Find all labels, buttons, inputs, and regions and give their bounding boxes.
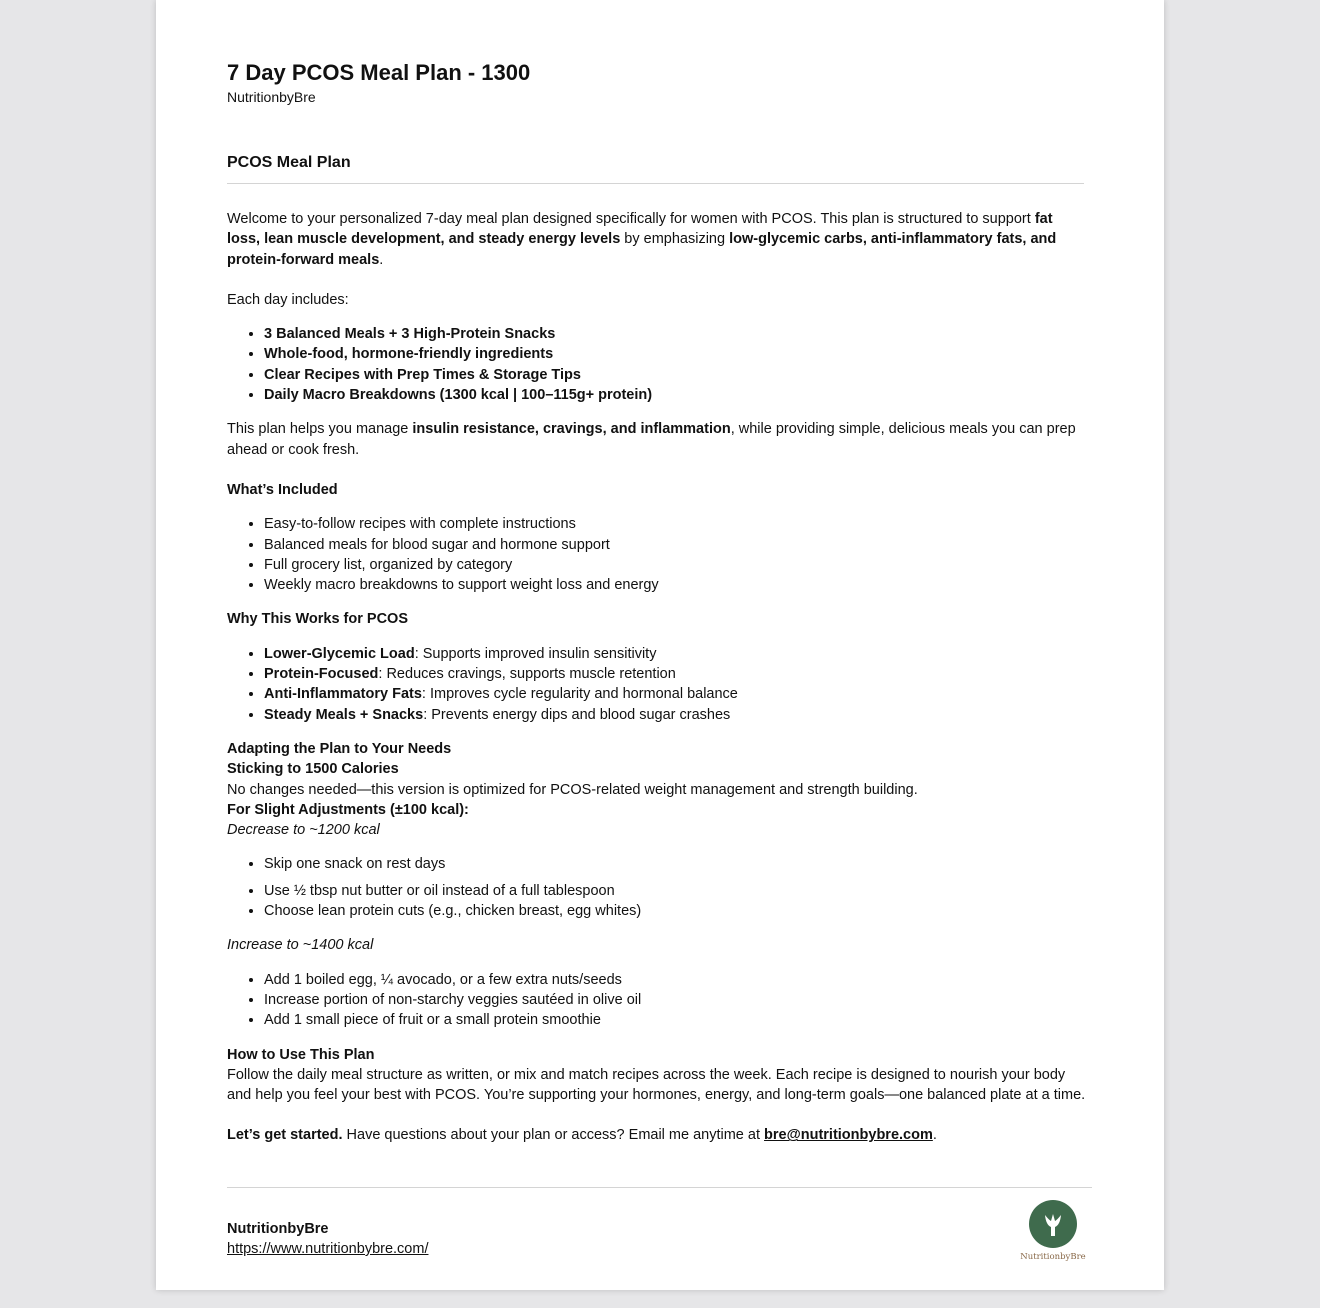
page-subtitle: NutritionbyBre <box>227 89 316 105</box>
sticking-heading: Sticking to 1500 Calories <box>227 761 399 778</box>
decrease-label: Decrease to ~1200 kcal <box>227 822 380 839</box>
sticking-text: No changes needed—this version is optimized for PCOS-related weight management and strength building. <box>227 781 918 798</box>
includes-list <box>227 324 1087 405</box>
list-item: • Add 1 boiled egg, ¼ avocado, or a few extra nuts/seeds <box>264 970 1087 990</box>
list-item: • Choose lean protein cuts (e.g., chicken breast, egg whites) <box>264 901 1087 921</box>
footer-brand: NutritionbyBre <box>227 1221 329 1237</box>
each-day-label: Each day includes: <box>227 291 349 308</box>
document-content <box>227 59 1087 1146</box>
document-page <box>156 0 1164 1290</box>
list-item: • Easy-to-follow recipes with complete instructions <box>264 514 1087 534</box>
section-divider <box>227 183 1084 184</box>
list-item: • Increase portion of non-starchy veggies sautéed in olive oil <box>264 990 1087 1010</box>
list-item: • Add 1 small piece of fruit or a small protein smoothie <box>264 1010 1087 1030</box>
how-to-use-text: Follow the daily meal structure as written, or mix and match recipes across the week. Each recipe is designed to nourish your body and help you feel your best with PCOS. You’re supporting your hormones, energy, and long-term goals—one balanced plate at a time. <box>227 1066 1086 1104</box>
footer-url-link[interactable]: https://www.nutritionbybre.com/ <box>227 1241 429 1257</box>
list-item: • Whole-food, hormone-friendly ingredients <box>264 344 1087 364</box>
footer-divider <box>227 1187 1092 1188</box>
email-link[interactable]: bre@nutritionbybre.com <box>764 1127 933 1144</box>
list-item: • Daily Macro Breakdowns (1300 kcal | 100–115g+ protein) <box>264 385 1087 405</box>
list-item: • 3 Balanced Meals + 3 High-Protein Snacks <box>264 324 1087 344</box>
list-item: • Protein-Focused: Reduces cravings, supports muscle retention <box>264 664 1087 684</box>
list-item: • Full grocery list, organized by category <box>264 555 1087 575</box>
adjustments-heading: For Slight Adjustments (±100 kcal): <box>227 801 469 818</box>
increase-list <box>227 970 1087 1031</box>
logo-text: NutritionbyBre <box>1020 1252 1086 1262</box>
list-item: • Weekly macro breakdowns to support weight loss and energy <box>264 575 1087 595</box>
brand-logo <box>1010 1198 1096 1264</box>
decrease-list <box>227 854 1087 921</box>
list-item: • Steady Meals + Snacks: Prevents energy dips and blood sugar crashes <box>264 705 1087 725</box>
list-item: • Lower-Glycemic Load: Supports improved insulin sensitivity <box>264 644 1087 664</box>
intro-paragraph: Welcome to your personalized 7-day meal plan designed specifically for women with PCOS. This plan is structured to support fat loss, lean muscle development, and steady energy levels by emphasizing low-glycemic carbs, anti-inflammatory fats, and protein-forward meals. <box>227 211 1057 268</box>
list-item: • Balanced meals for blood sugar and hormone support <box>264 535 1087 555</box>
closing-paragraph: Let’s get started. Have questions about your plan or access? Email me anytime at bre@nutritionbybre.com. <box>227 1127 937 1144</box>
list-item: • Anti-Inflammatory Fats: Improves cycle regularity and hormonal balance <box>264 684 1087 704</box>
how-to-use-heading: How to Use This Plan <box>227 1046 375 1063</box>
increase-label: Increase to ~1400 kcal <box>227 937 374 954</box>
whats-included-list <box>227 514 1087 595</box>
list-item: • Skip one snack on rest days <box>264 854 1087 874</box>
why-works-heading: Why This Works for PCOS <box>227 611 409 628</box>
list-item: • Use ½ tbsp nut butter or oil instead of a full tablespoon <box>264 881 1087 901</box>
whats-included-heading: What’s Included <box>227 481 338 498</box>
adapting-heading: Adapting the Plan to Your Needs <box>227 740 452 757</box>
why-works-list <box>227 644 1087 725</box>
section-title: PCOS Meal Plan <box>227 154 351 171</box>
page-title: 7 Day PCOS Meal Plan - 1300 <box>227 60 531 85</box>
list-item: • Clear Recipes with Prep Times & Storage Tips <box>264 365 1087 385</box>
manage-paragraph: This plan helps you manage insulin resistance, cravings, and inflammation, while providing simple, delicious meals you can prep ahead or cook fresh. <box>227 421 1076 458</box>
